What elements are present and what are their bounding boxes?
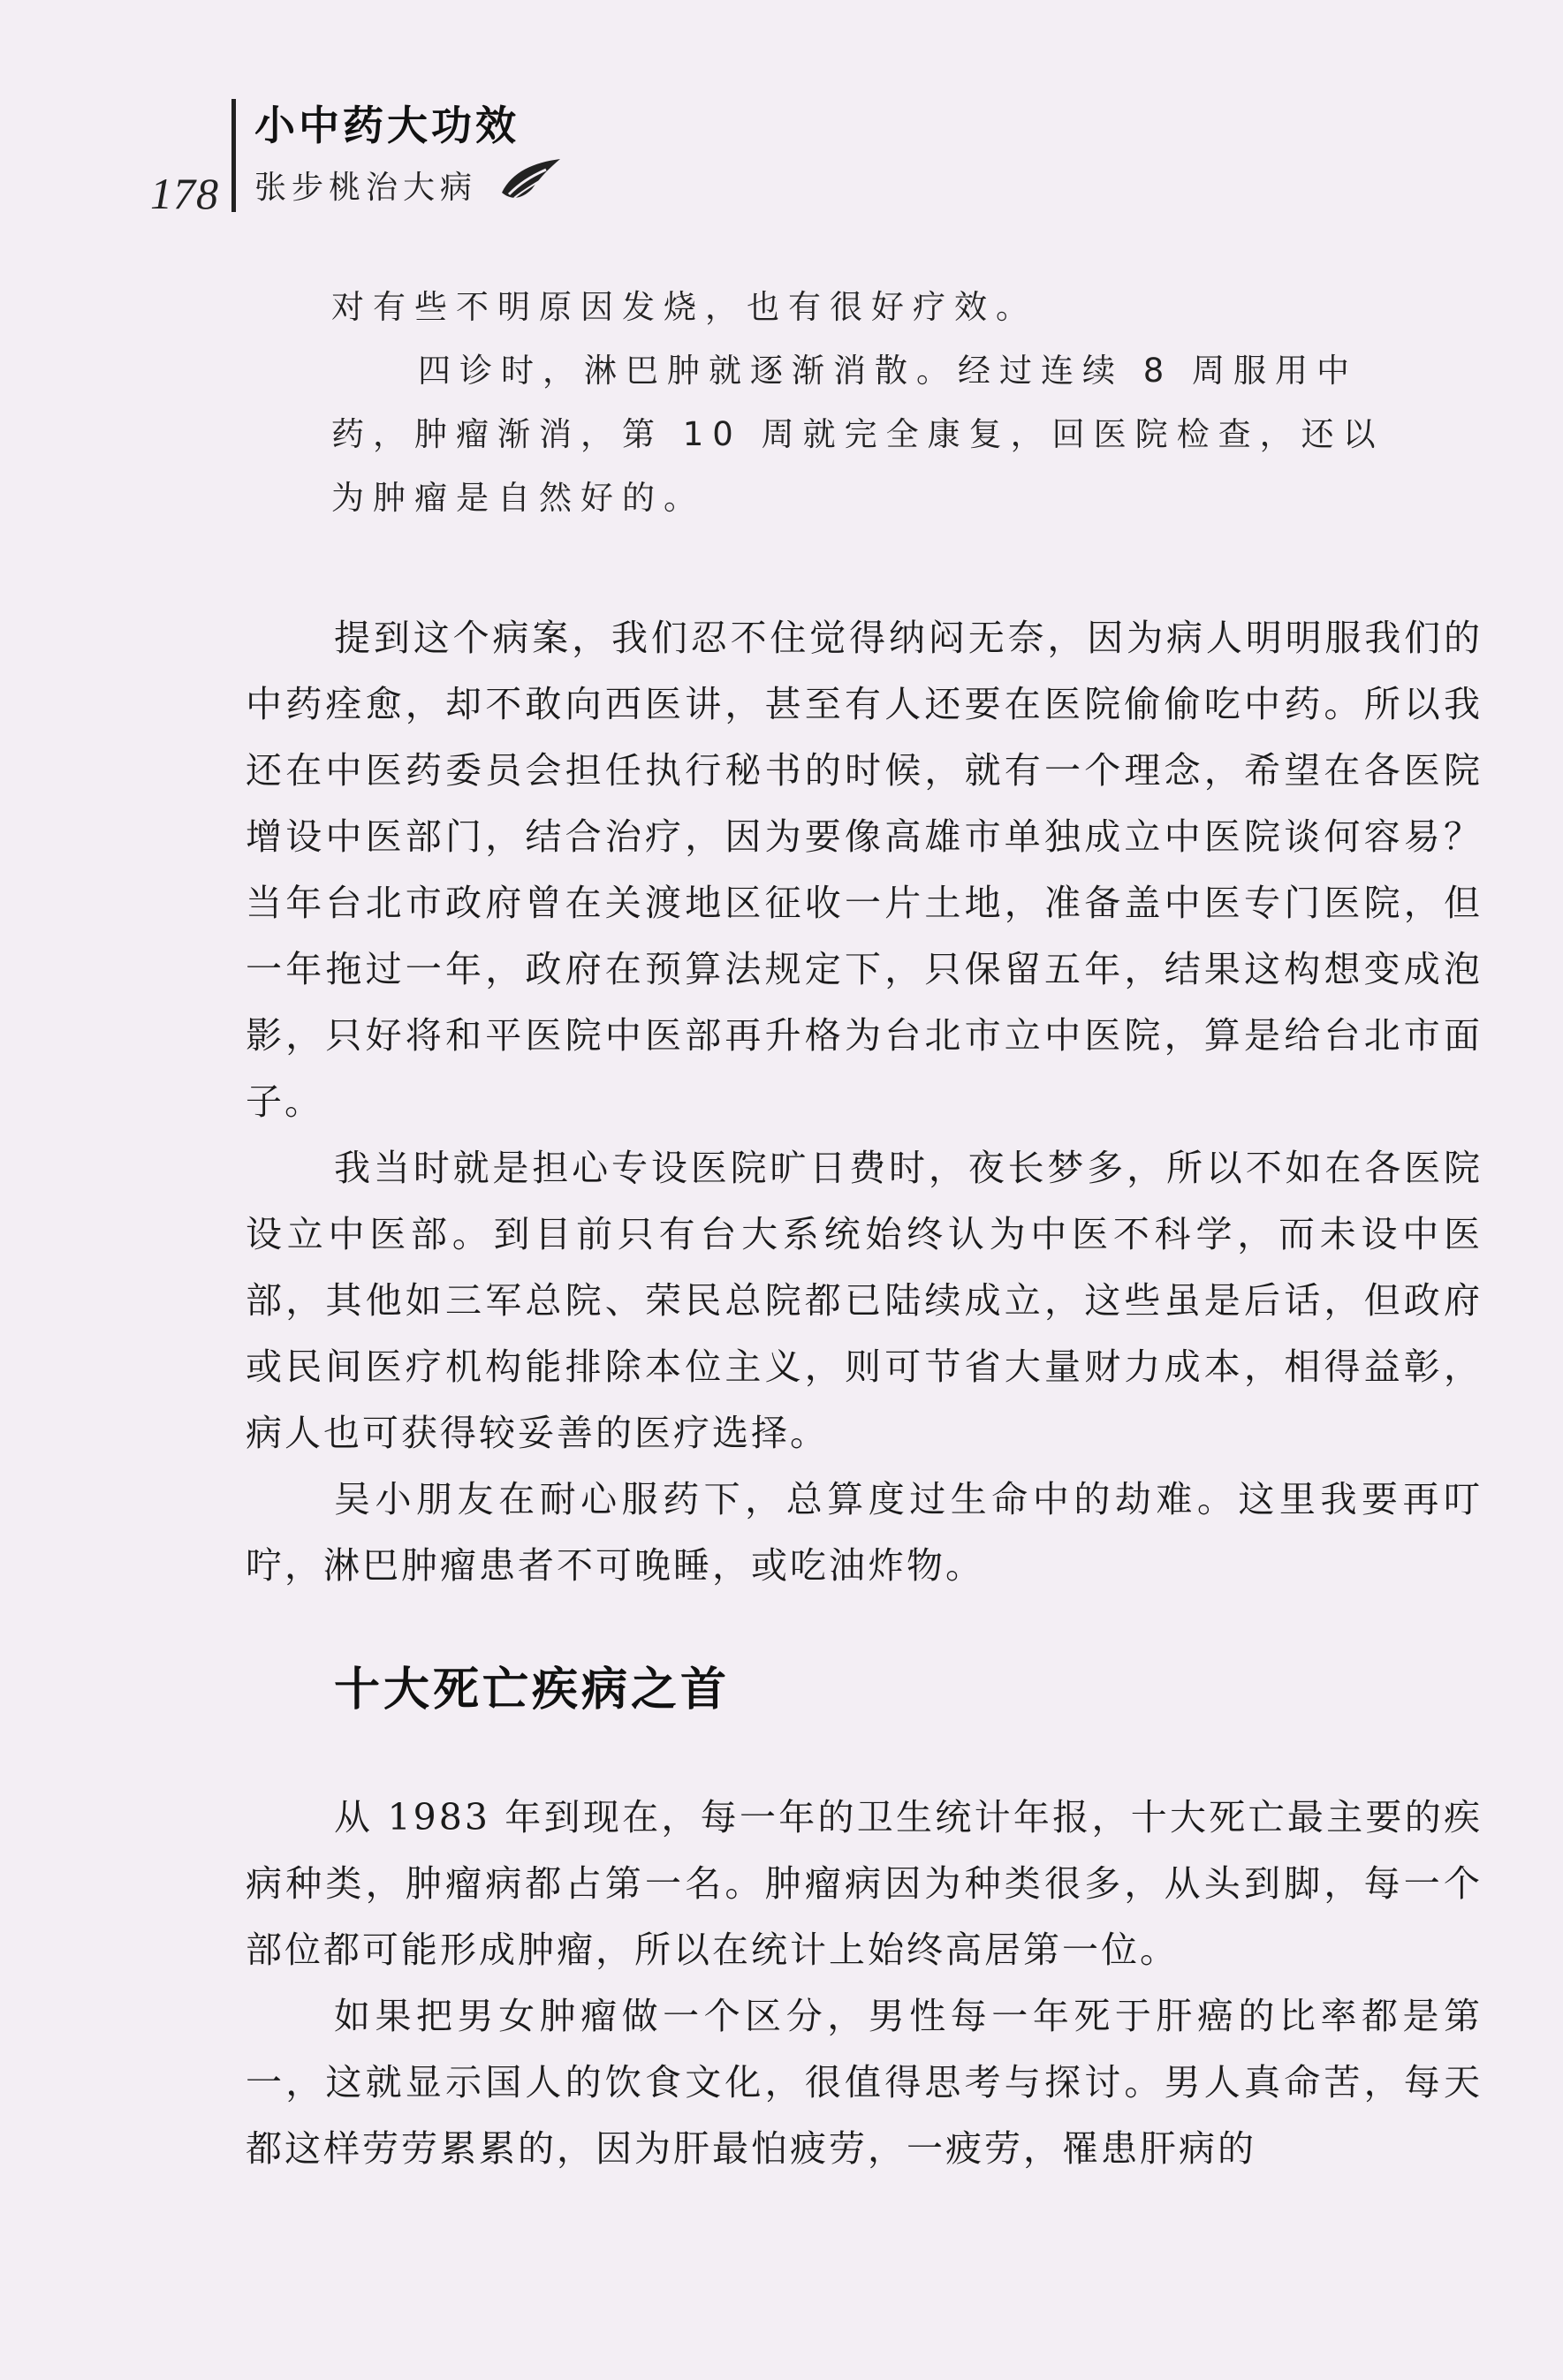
main-body-text xyxy=(246,605,1483,1599)
section-paragraph: 如果把男女肿瘤做一个区分，男性每一年死于肝癌的比率都是第一，这就显示国人的饮食文化，很值得思考与探讨。男人真命苦，每天都这样劳劳累累的，因为肝最怕疲劳，一疲劳，罹患肝病的 xyxy=(246,1995,1483,2170)
section-paragraph: 从 1983 年到现在，每一年的卫生统计年报，十大死亡最主要的疾病种类，肿瘤病都占第一名。肿瘤病因为种类很多，从头到脚，每一个部位都可能形成肿瘤，所以在统计上始终高居第一位。 xyxy=(246,1796,1483,1971)
body-paragraph: 我当时就是担心专设医院旷日费时，夜长梦多，所以不如在各医院设立中医部。到目前只有台大系统始终认为中医不科学，而未设中医部，其他如三军总院、荣民总院都已陆续成立，这些虽是后话，但政府或民间医疗机构能排除本位主义，则可节省大量财力成本，相得益彰，病人也可获得较妥善的医疗选择。 xyxy=(246,1147,1483,1454)
section-body-text xyxy=(246,1785,1483,2182)
section-heading: 十大死亡疾病之首 xyxy=(334,1664,731,1717)
quote-paragraph: 四诊时，淋巴肿就逐渐消散。经过连续 8 周服用中药，肿瘤渐消，第 10 周就完全康复，回医院检查，还以为肿瘤是自然好的。 xyxy=(331,352,1385,517)
body-paragraph: 提到这个病案，我们忍不住觉得纳闷无奈，因为病人明明服我们的中药痊愈，却不敢向西医讲，甚至有人还要在医院偷偷吃中药。所以我还在中医药委员会担任执行秘书的时候，就有一个理念，希望在各医院增设中医部门，结合治疗，因为要像高雄市单独成立中医院谈何容易？当年台北市政府曾在关渡地区征收一片土地，准备盖中医专门医院，但一年拖过一年，政府在预算法规定下，只保留五年，结果这构想变成泡影，只好将和平医院中医部再升格为台北市立中医院，算是给台北市面子。 xyxy=(246,617,1483,1123)
page-number: 178 xyxy=(150,169,219,218)
book-title: 小中药大功效 xyxy=(254,102,520,149)
page-header xyxy=(150,88,680,221)
quoted-case-text xyxy=(331,276,1392,530)
quote-paragraph: 对有些不明原因发烧，也有很好疗效。 xyxy=(331,288,1037,326)
book-subtitle: 张步桃治大病 xyxy=(254,170,478,206)
body-paragraph: 吴小朋友在耐心服药下，总算度过生命中的劫难。这里我要再叮咛，淋巴肿瘤患者不可晚睡，或吃油炸物。 xyxy=(246,1478,1483,1587)
brush-stroke-icon xyxy=(497,154,567,207)
header-divider xyxy=(231,99,236,212)
